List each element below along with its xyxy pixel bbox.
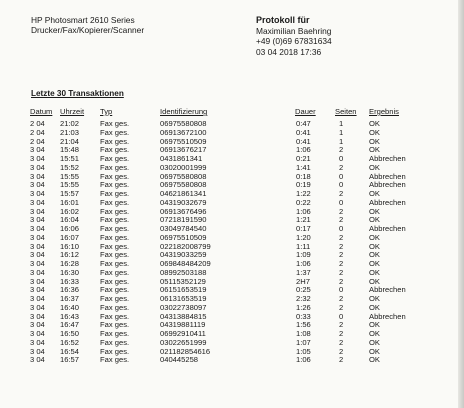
table-row — [30, 129, 424, 138]
cell-identifizierung: 06913672100 — [160, 127, 207, 137]
table-row — [30, 260, 424, 269]
cell-typ: Fax ges. — [100, 232, 130, 242]
cell-ergebnis: OK — [369, 119, 380, 128]
cell-seiten: 2 — [339, 329, 344, 338]
cell-typ: Fax ges. — [100, 294, 130, 303]
cell-seiten: 2 — [339, 232, 344, 242]
cell-uhrzeit: 16:40 — [60, 302, 80, 312]
cell-seiten: 2 — [339, 259, 344, 268]
cell-typ: Fax ges. — [100, 267, 130, 277]
cell-ergebnis: OK — [369, 189, 380, 198]
cell-typ: Fax ges. — [100, 302, 130, 312]
cell-uhrzeit: 21:04 — [60, 136, 80, 146]
owner-phone: +49 (0)69 67831634 — [256, 36, 332, 47]
cell-typ: Fax ges. — [100, 346, 130, 356]
cell-seiten: 2 — [339, 206, 344, 216]
table-row — [30, 304, 424, 313]
cell-uhrzeit: 16:07 — [60, 232, 80, 242]
cell-uhrzeit: 15:55 — [60, 171, 80, 181]
cell-ergebnis: Abbrechen — [369, 180, 406, 190]
table-row — [30, 286, 424, 295]
table-row — [30, 243, 424, 252]
cell-dauer: 1:41 — [296, 162, 311, 172]
cell-identifizierung: 07218191590 — [160, 215, 207, 225]
cell-ergebnis: OK — [369, 145, 380, 155]
cell-typ: Fax ges. — [100, 259, 130, 268]
cell-uhrzeit: 16:10 — [60, 241, 80, 251]
cell-dauer: 1:06 — [296, 355, 311, 365]
cell-identifizierung: 04319032679 — [160, 197, 207, 207]
table-row — [30, 321, 424, 330]
cell-seiten: 2 — [339, 346, 344, 356]
cell-uhrzeit: 16:43 — [60, 311, 80, 321]
cell-seiten: 2 — [339, 337, 344, 347]
cell-dauer: 0:41 — [296, 136, 311, 146]
protocol-label: Protokoll für — [256, 15, 310, 25]
table-row — [30, 199, 424, 208]
table-row — [30, 295, 424, 304]
cell-identifizierung: 03022738097 — [160, 302, 207, 312]
cell-identifizierung: 0431861341 — [160, 154, 203, 163]
cell-identifizierung: 03049784540 — [160, 224, 207, 233]
cell-typ: Fax ges. — [100, 355, 130, 365]
cell-datum: 3 04 — [30, 189, 45, 198]
cell-dauer: 0:47 — [296, 119, 311, 128]
cell-seiten: 1 — [339, 119, 344, 128]
cell-datum: 3 04 — [30, 250, 45, 260]
cell-ergebnis: OK — [369, 346, 380, 356]
cell-typ: Fax ges. — [100, 127, 130, 137]
cell-dauer: 1:37 — [296, 267, 311, 277]
cell-seiten: 2 — [339, 250, 344, 260]
cell-identifizierung: 04313884815 — [160, 311, 207, 321]
cell-dauer: 2:32 — [296, 294, 311, 303]
cell-ergebnis: Abbrechen — [369, 154, 406, 163]
table-row — [30, 225, 424, 234]
cell-ergebnis: OK — [369, 329, 380, 338]
cell-typ: Fax ges. — [100, 171, 130, 181]
cell-dauer: 1:11 — [296, 241, 311, 251]
cell-dauer: 0:18 — [296, 171, 311, 181]
cell-identifizierung: 04319033259 — [160, 250, 207, 260]
cell-datum: 3 04 — [30, 337, 45, 347]
cell-dauer: 0:17 — [296, 224, 311, 233]
cell-seiten: 0 — [339, 180, 344, 190]
table-row — [30, 251, 424, 260]
cell-dauer: 2H7 — [296, 276, 310, 286]
cell-uhrzeit: 16:57 — [60, 355, 80, 365]
cell-ergebnis: Abbrechen — [369, 285, 406, 295]
column-header-seiten: Seiten — [335, 107, 357, 116]
cell-identifizierung: 06151653519 — [160, 285, 207, 295]
cell-identifizierung: 069848484209 — [160, 259, 211, 268]
cell-typ: Fax ges. — [100, 136, 130, 146]
column-header-identifizierung: Identifizierung — [160, 107, 208, 116]
cell-typ: Fax ges. — [100, 241, 130, 251]
column-header-dauer: Dauer — [295, 107, 316, 116]
cell-datum: 3 04 — [30, 302, 45, 312]
cell-identifizierung: 06913676217 — [160, 145, 207, 155]
cell-uhrzeit: 16:37 — [60, 294, 80, 303]
cell-seiten: 0 — [339, 224, 344, 233]
cell-dauer: 1:06 — [296, 206, 311, 216]
cell-typ: Fax ges. — [100, 250, 130, 260]
cell-typ: Fax ges. — [100, 337, 130, 347]
cell-uhrzeit: 16:54 — [60, 346, 80, 356]
cell-identifizierung: 06913676496 — [160, 206, 207, 216]
cell-ergebnis: OK — [369, 337, 380, 347]
cell-typ: Fax ges. — [100, 329, 130, 338]
cell-identifizierung: 05115352129 — [160, 276, 206, 286]
table-row — [30, 120, 424, 129]
cell-dauer: 1:06 — [296, 259, 311, 268]
cell-seiten: 2 — [339, 162, 344, 172]
cell-seiten: 0 — [339, 154, 344, 163]
table-row — [30, 155, 424, 164]
cell-datum: 2 04 — [30, 127, 45, 137]
cell-typ: Fax ges. — [100, 197, 130, 207]
cell-identifizierung: 06992910411 — [160, 329, 206, 338]
cell-ergebnis: OK — [369, 276, 380, 286]
cell-uhrzeit: 16:30 — [60, 267, 80, 277]
transactions-body — [30, 120, 424, 365]
cell-uhrzeit: 15:57 — [60, 189, 80, 198]
cell-seiten: 2 — [339, 241, 344, 251]
cell-dauer: 0:21 — [296, 154, 311, 163]
table-row — [30, 208, 424, 217]
owner-name: Maximilian Baehring — [256, 25, 332, 36]
cell-uhrzeit: 16:47 — [60, 320, 80, 330]
cell-dauer: 0:19 — [296, 180, 311, 190]
cell-seiten: 2 — [339, 320, 344, 330]
cell-typ: Fax ges. — [100, 215, 130, 225]
cell-uhrzeit: 16:28 — [60, 259, 80, 268]
cell-typ: Fax ges. — [100, 285, 130, 295]
cell-identifizierung: 06975580808 — [160, 171, 207, 181]
cell-seiten: 1 — [339, 127, 344, 137]
cell-dauer: 1:09 — [296, 250, 311, 260]
cell-datum: 3 04 — [30, 206, 45, 216]
cell-seiten: 0 — [339, 197, 344, 207]
cell-uhrzeit: 16:33 — [60, 276, 80, 286]
cell-datum: 3 04 — [30, 259, 45, 268]
device-name: HP Photosmart 2610 Series — [31, 15, 135, 25]
cell-ergebnis: Abbrechen — [369, 224, 406, 233]
cell-typ: Fax ges. — [100, 180, 130, 190]
cell-dauer: 1:08 — [296, 329, 311, 338]
cell-ergebnis: Abbrechen — [369, 197, 406, 207]
cell-uhrzeit: 15:51 — [60, 154, 80, 163]
column-header-ergebnis: Ergebnis — [369, 107, 399, 116]
cell-seiten: 2 — [339, 267, 344, 277]
cell-datum: 3 04 — [30, 346, 45, 356]
cell-uhrzeit: 15:55 — [60, 180, 80, 190]
table-row — [30, 181, 424, 190]
cell-ergebnis: OK — [369, 250, 380, 260]
cell-ergebnis: OK — [369, 259, 380, 268]
cell-uhrzeit: 16:01 — [60, 197, 80, 207]
transactions-table — [30, 107, 424, 365]
report-datetime: 03 04 2018 17:36 — [256, 46, 322, 57]
cell-identifizierung: 04621861341 — [160, 189, 207, 198]
cell-typ: Fax ges. — [100, 224, 130, 233]
cell-identifizierung: 06131653519 — [160, 294, 207, 303]
cell-dauer: 1:22 — [296, 189, 311, 198]
column-header-datum: Datum — [30, 107, 53, 116]
cell-seiten: 2 — [339, 276, 344, 286]
cell-ergebnis: OK — [369, 127, 380, 137]
cell-datum: 3 04 — [30, 285, 45, 295]
cell-uhrzeit: 21:02 — [60, 119, 80, 128]
cell-dauer: 1:07 — [296, 337, 311, 347]
cell-uhrzeit: 16:50 — [60, 329, 80, 338]
cell-identifizierung: 03022651999 — [160, 337, 207, 347]
scan-edge — [458, 0, 464, 408]
table-row — [30, 330, 424, 339]
table-row — [30, 278, 424, 287]
cell-uhrzeit: 16:52 — [60, 337, 80, 347]
cell-typ: Fax ges. — [100, 189, 130, 198]
cell-datum: 3 04 — [30, 162, 45, 172]
cell-identifizierung: 040445258 — [160, 355, 199, 365]
cell-dauer: 1:56 — [296, 320, 311, 330]
cell-datum: 3 04 — [30, 215, 45, 225]
cell-dauer: 0:22 — [296, 197, 311, 207]
cell-dauer: 1:26 — [296, 302, 311, 312]
cell-seiten: 2 — [339, 355, 344, 365]
cell-uhrzeit: 15:48 — [60, 145, 80, 155]
cell-dauer: 0:41 — [296, 127, 311, 137]
section-title: Letzte 30 Transaktionen — [31, 89, 124, 98]
cell-typ: Fax ges. — [100, 145, 130, 155]
cell-uhrzeit: 21:03 — [60, 127, 80, 137]
cell-uhrzeit: 16:36 — [60, 285, 80, 295]
cell-uhrzeit: 16:06 — [60, 224, 80, 233]
table-row — [30, 146, 424, 155]
cell-identifizierung: 03020001999 — [160, 162, 207, 172]
protocol-header — [256, 15, 332, 57]
cell-seiten: 2 — [339, 302, 344, 312]
cell-datum: 2 04 — [30, 136, 45, 146]
cell-datum: 3 04 — [30, 224, 45, 233]
cell-identifizierung: 06975510509 — [160, 136, 207, 146]
table-row — [30, 216, 424, 225]
cell-typ: Fax ges. — [100, 154, 130, 163]
cell-dauer: 1:06 — [296, 145, 311, 155]
table-row — [30, 356, 424, 365]
cell-identifizierung: 06975510509 — [160, 232, 207, 242]
cell-typ: Fax ges. — [100, 276, 130, 286]
cell-datum: 3 04 — [30, 241, 45, 251]
cell-uhrzeit: 15:52 — [60, 162, 80, 172]
cell-ergebnis: OK — [369, 320, 380, 330]
cell-seiten: 2 — [339, 294, 344, 303]
cell-datum: 3 04 — [30, 329, 45, 338]
cell-seiten: 2 — [339, 215, 344, 225]
cell-identifizierung: 021182854616 — [160, 346, 211, 356]
cell-datum: 3 04 — [30, 197, 45, 207]
cell-ergebnis: Abbrechen — [369, 171, 406, 181]
cell-typ: Fax ges. — [100, 311, 130, 321]
cell-ergebnis: OK — [369, 206, 380, 216]
table-row — [30, 348, 424, 357]
cell-datum: 3 04 — [30, 145, 45, 155]
cell-seiten: 0 — [339, 311, 344, 321]
cell-typ: Fax ges. — [100, 119, 130, 128]
cell-datum: 3 04 — [30, 171, 45, 181]
cell-ergebnis: OK — [369, 215, 380, 225]
cell-ergebnis: Abbrechen — [369, 311, 406, 321]
cell-seiten: 1 — [339, 136, 344, 146]
cell-datum: 3 04 — [30, 320, 45, 330]
table-row — [30, 173, 424, 182]
cell-identifizierung: 022182008799 — [160, 241, 211, 251]
cell-uhrzeit: 16:04 — [60, 215, 80, 225]
cell-ergebnis: OK — [369, 267, 380, 277]
cell-ergebnis: OK — [369, 302, 380, 312]
cell-datum: 3 04 — [30, 355, 45, 365]
cell-datum: 2 04 — [30, 119, 45, 128]
cell-datum: 3 04 — [30, 154, 45, 163]
table-row — [30, 138, 424, 147]
cell-identifizierung: 04319881119 — [160, 320, 206, 330]
cell-dauer: 0:33 — [296, 311, 311, 321]
cell-dauer: 0:25 — [296, 285, 311, 295]
cell-dauer: 1:21 — [296, 215, 311, 225]
cell-ergebnis: OK — [369, 241, 380, 251]
cell-typ: Fax ges. — [100, 320, 130, 330]
cell-seiten: 0 — [339, 171, 344, 181]
device-header — [31, 16, 144, 35]
table-row — [30, 339, 424, 348]
table-row — [30, 269, 424, 278]
cell-ergebnis: OK — [369, 136, 380, 146]
cell-datum: 3 04 — [30, 276, 45, 286]
cell-ergebnis: OK — [369, 162, 380, 172]
table-header-row — [30, 107, 424, 120]
table-row — [30, 234, 424, 243]
table-row — [30, 164, 424, 173]
cell-identifizierung: 06975580808 — [160, 119, 207, 128]
cell-datum: 3 04 — [30, 232, 45, 242]
cell-typ: Fax ges. — [100, 162, 130, 172]
cell-seiten: 0 — [339, 285, 344, 295]
table-row — [30, 313, 424, 322]
cell-ergebnis: OK — [369, 355, 380, 365]
cell-uhrzeit: 16:12 — [60, 250, 80, 260]
cell-typ: Fax ges. — [100, 206, 130, 216]
column-header-typ: Typ — [100, 107, 113, 116]
cell-ergebnis: OK — [369, 294, 380, 303]
cell-datum: 3 04 — [30, 294, 45, 303]
cell-dauer: 1:20 — [296, 232, 311, 242]
table-row — [30, 190, 424, 199]
cell-datum: 3 04 — [30, 267, 45, 277]
column-header-uhrzeit: Uhrzeit — [60, 107, 85, 116]
cell-seiten: 2 — [339, 145, 344, 155]
cell-identifizierung: 08992503188 — [160, 267, 207, 277]
cell-uhrzeit: 16:02 — [60, 206, 80, 216]
cell-identifizierung: 06975580808 — [160, 180, 207, 190]
cell-datum: 3 04 — [30, 311, 45, 321]
device-type: Drucker/Fax/Kopierer/Scanner — [31, 24, 145, 35]
cell-dauer: 1:05 — [296, 346, 311, 356]
cell-ergebnis: OK — [369, 232, 380, 242]
cell-datum: 3 04 — [30, 180, 45, 190]
cell-seiten: 2 — [339, 189, 344, 198]
